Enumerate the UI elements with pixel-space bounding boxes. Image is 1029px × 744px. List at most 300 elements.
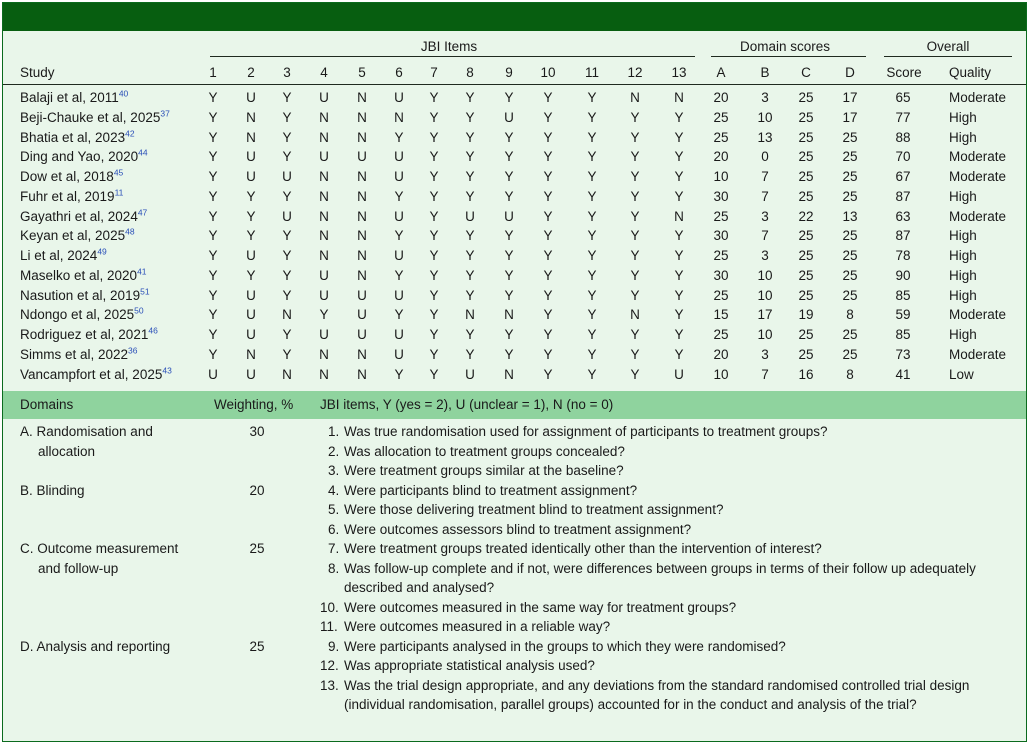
- jbi-item-rating: U: [246, 248, 256, 263]
- jbi-item-rating: U: [357, 307, 367, 323]
- reference-link: 37: [160, 108, 170, 119]
- jbi-item-number-header: 5: [358, 65, 366, 80]
- table-row: [3, 209, 1026, 229]
- jbi-item-rating: Y: [282, 267, 292, 283]
- jbi-item-rating: Y: [465, 149, 475, 165]
- jbi-item-rating: Y: [429, 346, 439, 362]
- domain-score: 10: [757, 267, 773, 283]
- jbi-item-number-header: 10: [540, 65, 556, 80]
- domain-score: 19: [798, 307, 814, 323]
- table-row: [3, 228, 1026, 248]
- overall-quality: Moderate: [949, 307, 1007, 323]
- item-number: 2.: [328, 443, 340, 459]
- domain-weighting: 25: [249, 541, 265, 556]
- jbi-item-rating: Y: [630, 267, 640, 283]
- reference-link: 50: [134, 305, 144, 316]
- domain-letter-header: A: [716, 65, 726, 80]
- item-question: (individual randomisation, parallel groups) accounted for in the conduct and analysis of the trial?: [344, 697, 917, 712]
- item-number: 4.: [328, 482, 340, 498]
- jbi-item-rating: Y: [587, 169, 597, 184]
- jbi-item-rating: N: [394, 109, 404, 125]
- jbi-item-rating: Y: [504, 327, 514, 342]
- jbi-item-rating: N: [674, 90, 684, 105]
- table-row: [3, 169, 1026, 189]
- jbi-item-rating: U: [394, 248, 404, 263]
- jbi-item-rating: Y: [208, 129, 218, 145]
- jbi-item-rating: N: [319, 228, 329, 244]
- item-question: described and analysed?: [344, 580, 495, 595]
- domain-score: 25: [798, 248, 814, 263]
- jbi-item-rating: Y: [208, 248, 218, 263]
- domain-score: 25: [798, 90, 814, 105]
- item-number: 5.: [328, 502, 340, 517]
- jbi-item-rating: Y: [394, 129, 404, 145]
- domain-score: 25: [713, 109, 729, 125]
- jbi-item-rating: U: [319, 267, 329, 283]
- jbi-item-rating: Y: [587, 129, 597, 145]
- jbi-item-rating: N: [465, 307, 475, 323]
- domain-score: 0: [761, 149, 769, 165]
- jbi-item-number-header: 12: [627, 65, 643, 80]
- jbi-item-rating: N: [357, 90, 367, 105]
- domain-score: 3: [761, 208, 769, 224]
- jbi-item-rating: U: [319, 327, 329, 342]
- jbi-item-number-header: 1: [209, 65, 217, 80]
- table-row: [3, 288, 1026, 308]
- jbi-item-rating: Y: [543, 307, 553, 323]
- jbi-item-rating: Y: [429, 366, 439, 382]
- overall-quality: High: [949, 287, 977, 303]
- domain-score: 30: [713, 188, 729, 204]
- jbi-item-rating: Y: [587, 208, 597, 224]
- jbi-item-rating: Y: [504, 346, 514, 362]
- domain-score: 17: [757, 307, 773, 323]
- domain-score: 7: [761, 366, 769, 382]
- overall-quality: Moderate: [949, 208, 1007, 224]
- overall-score: 41: [895, 366, 911, 382]
- domain-group-rule: [711, 56, 866, 57]
- jbi-item-rating: Y: [208, 109, 218, 125]
- jbi-item-rating: Y: [282, 90, 292, 105]
- jbi-item-rating: U: [394, 169, 404, 184]
- jbi-item-number-header: 9: [505, 65, 513, 80]
- jbi-item-rating: Y: [630, 208, 640, 224]
- reference-link: 11: [114, 187, 124, 198]
- jbi-item-rating: Y: [504, 90, 514, 105]
- overall-quality: Low: [949, 366, 974, 382]
- jbi-item-rating: Y: [543, 109, 553, 125]
- reference-link: 49: [97, 246, 107, 257]
- jbi-item-rating: Y: [674, 267, 684, 283]
- domain-score: 20: [713, 346, 729, 362]
- item-question: Was appropriate statistical analysis used?: [344, 658, 595, 673]
- overall-score: 67: [895, 169, 911, 184]
- domain-score: 25: [842, 169, 858, 184]
- reference-link: 41: [137, 266, 147, 277]
- jbi-item-rating: Y: [465, 228, 475, 244]
- jbi-item-rating: Y: [465, 267, 475, 283]
- overall-quality: High: [949, 248, 977, 263]
- jbi-item-rating: Y: [543, 346, 553, 362]
- jbi-item-rating: U: [208, 366, 218, 382]
- jbi-item-rating: Y: [429, 287, 439, 303]
- domain-score: 17: [842, 109, 858, 125]
- domain-score: 25: [842, 346, 858, 362]
- jbi-item-rating: N: [630, 307, 640, 323]
- jbi-item-rating: N: [357, 366, 367, 382]
- domain-score: 13: [757, 129, 773, 145]
- overall-score: 88: [895, 129, 911, 145]
- domain-weighting: 20: [249, 482, 265, 498]
- jbi-item-rating: Y: [587, 346, 597, 362]
- item-number: 13.: [320, 677, 339, 693]
- jbi-item-rating: Y: [674, 228, 684, 244]
- table-row: [3, 268, 1026, 288]
- jbi-item-rating: Y: [630, 109, 640, 125]
- table-row: [3, 149, 1026, 169]
- domain-score: 25: [842, 188, 858, 204]
- jbi-item-rating: U: [504, 208, 514, 224]
- jbi-item-rating: U: [357, 287, 367, 303]
- jbi-item-rating: Y: [394, 228, 404, 244]
- item-question: Were outcomes measured in a reliable way?: [344, 619, 611, 634]
- reference-link: 45: [113, 167, 124, 178]
- jbi-item-rating: N: [357, 267, 367, 283]
- jbi-item-rating: N: [246, 109, 256, 125]
- item-number: 1.: [328, 424, 340, 439]
- domain-score: 10: [757, 287, 773, 303]
- jbi-item-rating: N: [357, 248, 367, 263]
- jbi-item-rating: U: [357, 327, 367, 342]
- jbi-item-rating: Y: [429, 129, 439, 145]
- item-number: 11.: [320, 619, 338, 634]
- jbi-item-rating: U: [246, 149, 256, 165]
- jbi-item-rating: Y: [630, 248, 640, 263]
- domain-score: 30: [713, 228, 729, 244]
- domain-score: 25: [842, 287, 858, 303]
- domain-score: 25: [842, 129, 858, 145]
- jbi-item-rating: U: [246, 366, 256, 382]
- jbi-item-rating: Y: [208, 327, 218, 342]
- domain-score: 25: [713, 248, 729, 263]
- domain-weighting: 30: [249, 424, 265, 439]
- jbi-item-rating: N: [282, 366, 292, 382]
- jbi-item-rating: Y: [674, 327, 684, 342]
- overall-score: 90: [895, 267, 911, 283]
- jbi-item-rating: Y: [465, 188, 475, 204]
- jbi-item-rating: Y: [674, 129, 684, 145]
- item-number: 6.: [328, 521, 340, 537]
- score-column-header: Score: [886, 65, 922, 80]
- domain-score: 15: [713, 307, 729, 323]
- item-question: Were outcomes measured in the same way for treatment groups?: [344, 599, 737, 615]
- table-row: [3, 110, 1026, 130]
- domain-score: 25: [713, 287, 729, 303]
- item-question: Were outcomes assessors blind to treatment assignment?: [344, 521, 692, 537]
- overall-score: 85: [895, 327, 911, 342]
- item-question: Was true randomisation used for assignment of participants to treatment groups?: [344, 424, 828, 439]
- study-name: Ding and Yao, 2020$^{44}$: [20, 147, 148, 165]
- study-name: Nasution et al, 2019$^{51}$: [20, 286, 150, 303]
- table-row: [3, 307, 1026, 327]
- jbi-item-rating: N: [504, 366, 514, 382]
- jbi-item-rating: N: [319, 188, 329, 204]
- jbi-item-number-header: 4: [320, 65, 328, 80]
- reference-link: 48: [125, 226, 135, 237]
- jbi-item-rating: Y: [674, 149, 684, 165]
- jbi-item-rating: Y: [504, 228, 514, 244]
- reference-link: 47: [137, 207, 148, 217]
- domain-score: 25: [798, 228, 814, 244]
- item-question: Was allocation to treatment groups concealed?: [344, 443, 625, 459]
- reference-link: 44: [138, 147, 148, 158]
- jbi-item-rating: N: [357, 169, 367, 184]
- overall-score: 63: [895, 208, 911, 224]
- study-name: Keyan et al, 2025$^{48}$: [20, 226, 135, 244]
- jbi-item-number-header: 3: [283, 65, 291, 80]
- overall-score: 85: [895, 287, 911, 303]
- jbi-item-rating: N: [319, 208, 329, 224]
- jbi-item-rating: U: [246, 307, 256, 323]
- jbi-item-rating: Y: [394, 307, 404, 323]
- overall-quality: High: [949, 327, 977, 342]
- jbi-item-rating: N: [357, 129, 367, 145]
- jbi-item-rating: Y: [630, 366, 640, 382]
- jbi-item-rating: Y: [246, 188, 256, 204]
- jbi-item-rating: N: [357, 188, 367, 204]
- table-header-bar: [3, 3, 1026, 31]
- jbi-item-rating: U: [357, 149, 367, 165]
- jbi-item-rating: N: [319, 248, 329, 263]
- jbi-item-rating: Y: [208, 228, 218, 244]
- jbi-item-rating: Y: [630, 346, 640, 362]
- jbi-item-rating: Y: [208, 287, 218, 303]
- jbi-item-rating: Y: [208, 346, 218, 362]
- jbi-item-rating: N: [319, 346, 329, 362]
- jbi-item-rating: Y: [674, 109, 684, 125]
- jbi-item-rating: Y: [587, 90, 597, 105]
- jbi-item-rating: Y: [429, 90, 439, 105]
- domain-score: 7: [761, 188, 769, 204]
- reference-link: 46: [148, 325, 158, 336]
- study-name: Simms et al, 2022$^{36}$: [20, 345, 138, 362]
- reference-link: 42: [125, 128, 135, 138]
- domain-score: 17: [842, 90, 858, 105]
- jbi-item-rating: Y: [587, 248, 597, 263]
- jbi-item-rating: Y: [208, 208, 218, 224]
- jbi-item-number-header: 11: [584, 65, 599, 80]
- table-row: [3, 327, 1026, 347]
- overall-quality: Moderate: [949, 90, 1007, 105]
- jbi-item-rating: Y: [465, 346, 475, 362]
- domain-score: 10: [713, 169, 729, 184]
- jbi-item-rating: Y: [543, 149, 553, 165]
- domain-score: 25: [842, 267, 858, 283]
- jbi-item-rating: Y: [394, 366, 404, 382]
- jbi-item-rating: Y: [630, 169, 640, 184]
- item-question: Were participants blind to treatment assignment?: [344, 482, 638, 498]
- domain-name: B. Blinding: [20, 482, 85, 498]
- domain-score: 20: [713, 149, 729, 165]
- jbi-item-rating: N: [282, 307, 292, 323]
- domain-score: 22: [798, 208, 814, 224]
- jbi-item-rating: Y: [587, 366, 597, 382]
- domain-score: 25: [842, 228, 858, 244]
- jbi-item-rating: Y: [543, 287, 553, 303]
- jbi-item-rating: Y: [674, 287, 684, 303]
- jbi-item-rating: Y: [208, 90, 218, 105]
- jbi-item-rating: Y: [587, 149, 597, 165]
- domain-score: 8: [846, 307, 854, 323]
- overall-score: 87: [895, 228, 911, 244]
- domain-score: 25: [798, 327, 814, 342]
- study-name: Vancampfort et al, 2025$^{43}$: [20, 365, 172, 382]
- weighting-label: Weighting, %: [214, 397, 294, 412]
- study-name: Beji-Chauke et al, 2025$^{37}$: [20, 108, 170, 125]
- domain-score: 30: [713, 267, 729, 283]
- jbi-item-rating: Y: [674, 307, 684, 323]
- jbi-item-rating: U: [394, 90, 404, 105]
- jbi-item-number-header: 13: [671, 65, 687, 80]
- jbi-item-rating: Y: [587, 188, 597, 204]
- jbi-item-rating: N: [319, 109, 329, 125]
- overall-score: 78: [895, 248, 911, 263]
- domain-score: 16: [798, 366, 814, 382]
- jbi-item-rating: Y: [543, 267, 553, 283]
- jbi-item-rating: Y: [674, 169, 684, 184]
- item-number: 7.: [328, 541, 340, 556]
- jbi-item-rating: Y: [543, 90, 553, 105]
- jbi-item-rating: N: [504, 307, 514, 323]
- jbi-item-rating: Y: [429, 228, 439, 244]
- jbi-item-rating: Y: [543, 248, 553, 263]
- domain-name: D. Analysis and reporting: [20, 638, 171, 654]
- jbi-item-rating: N: [319, 366, 329, 382]
- jbi-item-rating: N: [246, 129, 256, 145]
- overall-quality: Moderate: [949, 149, 1007, 165]
- domain-score: 10: [713, 366, 729, 382]
- domain-score: 7: [761, 228, 769, 244]
- domain-score: 25: [798, 129, 814, 145]
- jbi-item-rating: N: [319, 169, 329, 184]
- domain-score: 3: [761, 248, 769, 263]
- reference-link: 51: [140, 286, 150, 296]
- reference-link: 43: [162, 365, 172, 375]
- table-row: [3, 248, 1026, 268]
- jbi-item-rating: U: [246, 169, 256, 184]
- overall-score: 77: [895, 109, 911, 125]
- jbi-item-rating: Y: [394, 188, 404, 204]
- reference-link: 40: [118, 88, 129, 99]
- jbi-item-rating: N: [357, 109, 367, 125]
- jbi-item-rating: Y: [429, 169, 439, 184]
- jbi-item-rating: Y: [587, 228, 597, 244]
- jbi-item-rating: Y: [543, 327, 553, 342]
- study-name: Gayathri et al, 2024$^{47}$: [20, 207, 148, 224]
- jbi-item-rating: Y: [465, 169, 475, 184]
- jbi-item-rating: Y: [674, 346, 684, 362]
- jbi-item-rating: Y: [208, 169, 218, 184]
- table-row: [3, 367, 1026, 387]
- domain-letter-header: C: [801, 65, 811, 80]
- jbi-item-number-header: 8: [466, 65, 474, 80]
- study-name: Ndongo et al, 2025$^{50}$: [20, 305, 144, 323]
- item-question: Were treatment groups similar at the baseline?: [344, 463, 624, 478]
- jbi-item-rating: Y: [465, 129, 475, 145]
- jbi-item-rating: Y: [319, 307, 329, 323]
- item-number: 10.: [320, 599, 339, 615]
- domain-score: 3: [761, 346, 769, 362]
- jbi-item-rating: Y: [543, 129, 553, 145]
- jbi-item-rating: Y: [504, 129, 514, 145]
- jbi-item-number-header: 7: [430, 65, 438, 80]
- domain-score: 25: [798, 109, 814, 125]
- jbi-item-rating: Y: [543, 366, 553, 382]
- jbi-item-rating: U: [394, 287, 404, 303]
- jbi-item-rating: U: [246, 287, 256, 303]
- jbi-item-rating: U: [504, 109, 514, 125]
- jbi-item-rating: Y: [465, 109, 475, 125]
- domain-score: 25: [798, 149, 814, 165]
- domain-score: 10: [757, 109, 773, 125]
- jbi-item-rating: U: [465, 208, 475, 224]
- jbi-item-rating: Y: [630, 228, 640, 244]
- jbi-item-rating: Y: [674, 248, 684, 263]
- domain-score: 13: [842, 208, 858, 224]
- domain-score: 25: [798, 287, 814, 303]
- overall-quality: High: [949, 267, 977, 283]
- jbi-item-rating: Y: [246, 267, 256, 283]
- overall-quality: Moderate: [949, 169, 1007, 184]
- domain-score: 25: [798, 267, 814, 283]
- domain-scores-heading: Domain scores: [739, 39, 831, 54]
- jbi-item-rating: Y: [429, 327, 439, 342]
- item-number: 12.: [320, 658, 339, 673]
- jbi-item-rating: Y: [208, 267, 218, 283]
- jbi-item-rating: Y: [630, 327, 640, 342]
- study-column-header: Study: [20, 65, 55, 80]
- overall-score: 70: [895, 149, 911, 165]
- domain-score: 25: [713, 129, 729, 145]
- jbi-item-rating: Y: [246, 228, 256, 244]
- jbi-item-rating: Y: [429, 307, 439, 323]
- jbi-item-rating: Y: [630, 149, 640, 165]
- study-name: Rodriguez et al, 2021$^{46}$: [20, 325, 158, 342]
- jbi-item-rating: Y: [465, 248, 475, 263]
- jbi-item-rating: Y: [504, 248, 514, 263]
- jbi-items-scale-label: JBI items, Y (yes = 2), U (unclear = 1), N (no = 0): [320, 397, 614, 412]
- table-row: [3, 189, 1026, 209]
- item-number: 3.: [328, 463, 340, 478]
- jbi-item-rating: U: [394, 346, 404, 362]
- jbi-item-rating: U: [319, 90, 329, 105]
- table-row: [3, 347, 1026, 367]
- overall-score: 73: [895, 346, 911, 362]
- domain-name: allocation: [38, 443, 96, 459]
- jbi-item-rating: Y: [504, 287, 514, 303]
- domain-score: 10: [757, 327, 773, 342]
- domain-score: 8: [846, 366, 854, 382]
- overall-group-rule: [884, 56, 1012, 57]
- study-name: Fuhr et al, 2019$^{11}$: [20, 187, 124, 204]
- overall-quality: Moderate: [949, 346, 1007, 362]
- jbi-item-rating: Y: [587, 327, 597, 342]
- table-row: [3, 130, 1026, 150]
- domain-score: 7: [761, 169, 769, 184]
- overall-quality: High: [949, 129, 977, 145]
- item-number: 8.: [328, 560, 340, 576]
- risk-of-bias-table: [2, 2, 1027, 742]
